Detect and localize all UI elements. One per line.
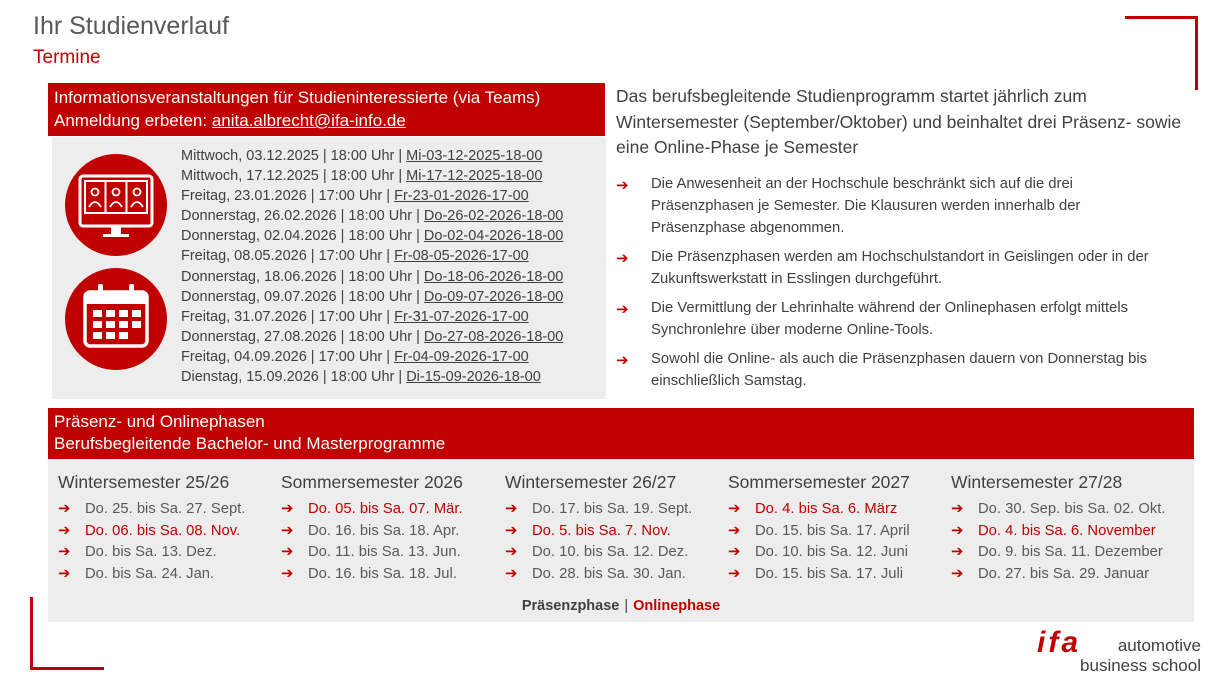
arrow-right-icon: ➔ [58,544,71,560]
phase-date: Do. 10. bis Sa. 12. Juni [755,544,908,560]
event-date: Freitag, 23.01.2026 | 17:00 Uhr | [181,188,395,205]
arrow-right-icon: ➔ [505,522,518,539]
info-event-item [181,246,563,266]
phase-date: Do. 05. bis Sa. 07. Mär. [308,501,463,517]
calendar-icon [65,268,167,370]
phase-item [951,542,1176,564]
event-link[interactable]: Fr-23-01-2026-17-00 [394,188,529,205]
phase-date: Do. 16. bis Sa. 18. Jul. [308,565,457,582]
corner-decoration-top-right [1125,16,1198,19]
registration-line [54,109,605,132]
bullet-item [616,173,1176,239]
program-intro: Das berufsbegleitende Studienprogramm startet jährlich zum Wintersemester (September/Oktober) und beinhaltet drei Präsenz- sowie eine Online-Phase je Semester [616,86,1182,157]
info-event-item [181,146,563,166]
arrow-right-icon: ➔ [728,522,741,539]
phase-date: Do. 11. bis Sa. 13. Jun. [308,544,461,560]
phase-date: Do. 27. bis Sa. 29. Januar [978,565,1150,582]
arrow-right-icon: ➔ [505,565,518,582]
arrow-right-icon: ➔ [281,522,294,539]
page-title: Ihr Studienverlauf [33,12,229,40]
phase-date: Do. 15. bis Sa. 17. Juli [755,565,904,582]
arrow-right-icon: ➔ [728,565,741,582]
phase-item [951,499,1176,521]
semester-title: Wintersemester 27/28 [951,472,1123,492]
legend-online: Onlinephase [633,598,721,614]
semester-column [58,472,283,585]
phase-item [58,499,283,521]
bullet-text: Die Anwesenheit an der Hochschule beschränkt sich auf die drei Präsenzphasen je Semester. Die Klausuren werden innerhalb der Präsenzphase abgenommen. [651,176,1081,236]
phase-date: Do. 4. bis Sa. 6. November [978,522,1156,539]
phase-item-online [281,499,506,521]
video-conference-icon [65,154,167,256]
phase-date: Do. 28. bis Sa. 30. Jan. [532,565,686,582]
semester-title: Wintersemester 25/26 [58,472,230,492]
info-events-title: Informationsveranstaltungen für Studieninteressierte (via Teams) [54,88,541,107]
event-link[interactable]: Fr-31-07-2026-17-00 [394,308,529,325]
bullet-text: Die Vermittlung der Lehrinhalte während der Onlinephasen erfolgt mittels Synchronlehre über moderne Online-Tools. [651,300,1129,338]
event-link[interactable]: Do-09-07-2026-18-00 [423,288,564,305]
event-date: Dienstag, 15.09.2026 | 18:00 Uhr | [181,369,407,386]
event-date: Donnerstag, 26.02.2026 | 18:00 Uhr | [181,208,424,225]
arrow-right-icon: ➔ [951,544,964,560]
event-link[interactable]: Fr-04-09-2026-17-00 [394,348,529,365]
arrow-right-icon: ➔ [58,522,71,539]
arrow-right-icon: ➔ [951,522,964,539]
phase-item [728,542,953,564]
event-date: Mittwoch, 03.12.2025 | 18:00 Uhr | [181,148,407,164]
info-event-item [181,206,563,226]
bullet-text: Sowohl die Online- als auch die Präsenzphasen dauern von Donnerstag bis einschließlich Samstag. [651,351,1148,389]
phase-item [505,499,730,521]
phases-title: Präsenz- und Onlinephasen [54,412,265,431]
logo-text-business-school: business school [1080,656,1201,675]
semester-title: Sommersemester 2027 [728,472,910,492]
info-event-item [181,307,563,327]
event-date: Donnerstag, 09.07.2026 | 18:00 Uhr | [181,288,424,305]
phase-date: Do. 9. bis Sa. 11. Dezember [978,544,1163,560]
phase-item [58,542,283,564]
arrow-right-icon: ➔ [728,544,741,560]
logo-text-automotive: automotive [1117,636,1201,655]
phase-date: Do. 15. bis Sa. 17. April [755,522,910,539]
event-link[interactable]: Mi-03-12-2025-18-00 [406,148,543,164]
phases-subtitle: Berufsbegleitende Bachelor- und Masterprogramme [54,434,446,453]
arrow-right-icon: ➔ [616,352,629,369]
phase-item [281,564,506,586]
event-date: Mittwoch, 17.12.2025 | 18:00 Uhr | [181,168,407,185]
info-event-item [181,327,563,347]
semester-title: Sommersemester 2026 [281,472,463,492]
phase-item [505,564,730,586]
info-events-header [48,83,605,136]
phase-item [728,521,953,543]
phase-date: Do. 17. bis Sa. 19. Sept. [532,501,693,517]
arrow-right-icon: ➔ [951,501,964,517]
phase-item-online [505,521,730,543]
arrow-right-icon: ➔ [728,501,741,517]
phases-header [48,408,1194,459]
event-date: Freitag, 31.07.2026 | 17:00 Uhr | [181,308,395,325]
event-date: Donnerstag, 02.04.2026 | 18:00 Uhr | [181,228,424,245]
arrow-right-icon: ➔ [616,301,629,318]
phase-item [281,521,506,543]
info-event-item [181,347,563,367]
phase-date: Do. 5. bis Sa. 7. Nov. [532,522,671,539]
event-link[interactable]: Do-02-04-2026-18-00 [423,228,564,245]
phase-item-online [728,499,953,521]
arrow-right-icon: ➔ [951,565,964,582]
phase-date: Do. 06. bis Sa. 08. Nov. [85,522,241,539]
phase-item [951,564,1176,586]
program-bullets [616,173,1176,399]
info-event-item [181,367,563,387]
info-event-item [181,287,563,307]
arrow-right-icon: ➔ [58,565,71,582]
info-event-item [181,267,563,287]
event-link[interactable]: Mi-17-12-2025-18-00 [406,168,543,185]
legend-separator: | [624,598,629,614]
phase-date: Do. 10. bis Sa. 12. Dez. [532,544,689,560]
phase-item [58,564,283,586]
phase-item-online [58,521,283,543]
event-date: Donnerstag, 27.08.2026 | 18:00 Uhr | [181,328,424,345]
bullet-item [616,246,1176,290]
event-date: Freitag, 08.05.2026 | 17:00 Uhr | [181,248,395,265]
phase-item [281,542,506,564]
phase-legend [0,598,1222,614]
arrow-right-icon: ➔ [505,501,518,517]
arrow-right-icon: ➔ [616,250,629,267]
info-event-item [181,226,563,246]
phase-date: Do. 30. Sep. bis Sa. 02. Okt. [978,501,1166,517]
ifa-logo: ifa [1037,626,1082,659]
phase-item-online [951,521,1176,543]
semester-column [505,472,730,585]
event-link[interactable]: Do-27-08-2026-18-00 [423,328,564,345]
corner-decoration-bottom-left [30,667,104,670]
event-date: Donnerstag, 18.06.2026 | 18:00 Uhr | [181,268,424,285]
arrow-right-icon: ➔ [281,565,294,582]
event-link[interactable]: Do-26-02-2026-18-00 [423,208,564,225]
phase-date: Do. bis Sa. 24. Jan. [85,565,215,582]
phase-item [505,542,730,564]
registration-email-link[interactable]: anita.albrecht@ifa-info.de [211,111,406,130]
phase-date: Do. 16. bis Sa. 18. Apr. [308,522,460,539]
event-link[interactable]: Do-18-06-2026-18-00 [423,268,564,285]
arrow-right-icon: ➔ [281,544,294,560]
semester-column [281,472,506,585]
semester-column [728,472,953,585]
event-date: Freitag, 04.09.2026 | 17:00 Uhr | [181,348,395,365]
arrow-right-icon: ➔ [505,544,518,560]
phase-item [728,564,953,586]
arrow-right-icon: ➔ [616,177,629,194]
legend-presence: Präsenzphase [521,598,620,614]
phase-date: Do. 4. bis Sa. 6. März [755,501,898,517]
arrow-right-icon: ➔ [281,501,294,517]
info-event-item [181,186,563,206]
page-subtitle: Termine [33,47,101,68]
info-event-list [181,146,563,387]
semester-column [951,472,1176,585]
registration-label: Anmeldung erbeten: [54,111,212,130]
phase-date: Do. bis Sa. 13. Dez. [85,544,217,560]
event-link[interactable]: Di-15-09-2026-18-00 [406,369,541,386]
info-event-item [181,166,563,186]
bullet-text: Die Präsenzphasen werden am Hochschulstandort in Geislingen oder in der Zukunftswerkstatt in Esslingen durchgeführt. [651,249,1149,287]
bullet-item [616,297,1176,341]
corner-decoration-top-right-vertical [1195,16,1198,90]
bullet-item [616,348,1176,392]
arrow-right-icon: ➔ [58,501,71,517]
event-link[interactable]: Fr-08-05-2026-17-00 [394,248,529,265]
semester-title: Wintersemester 26/27 [505,472,677,492]
phase-date: Do. 25. bis Sa. 27. Sept. [85,501,246,517]
